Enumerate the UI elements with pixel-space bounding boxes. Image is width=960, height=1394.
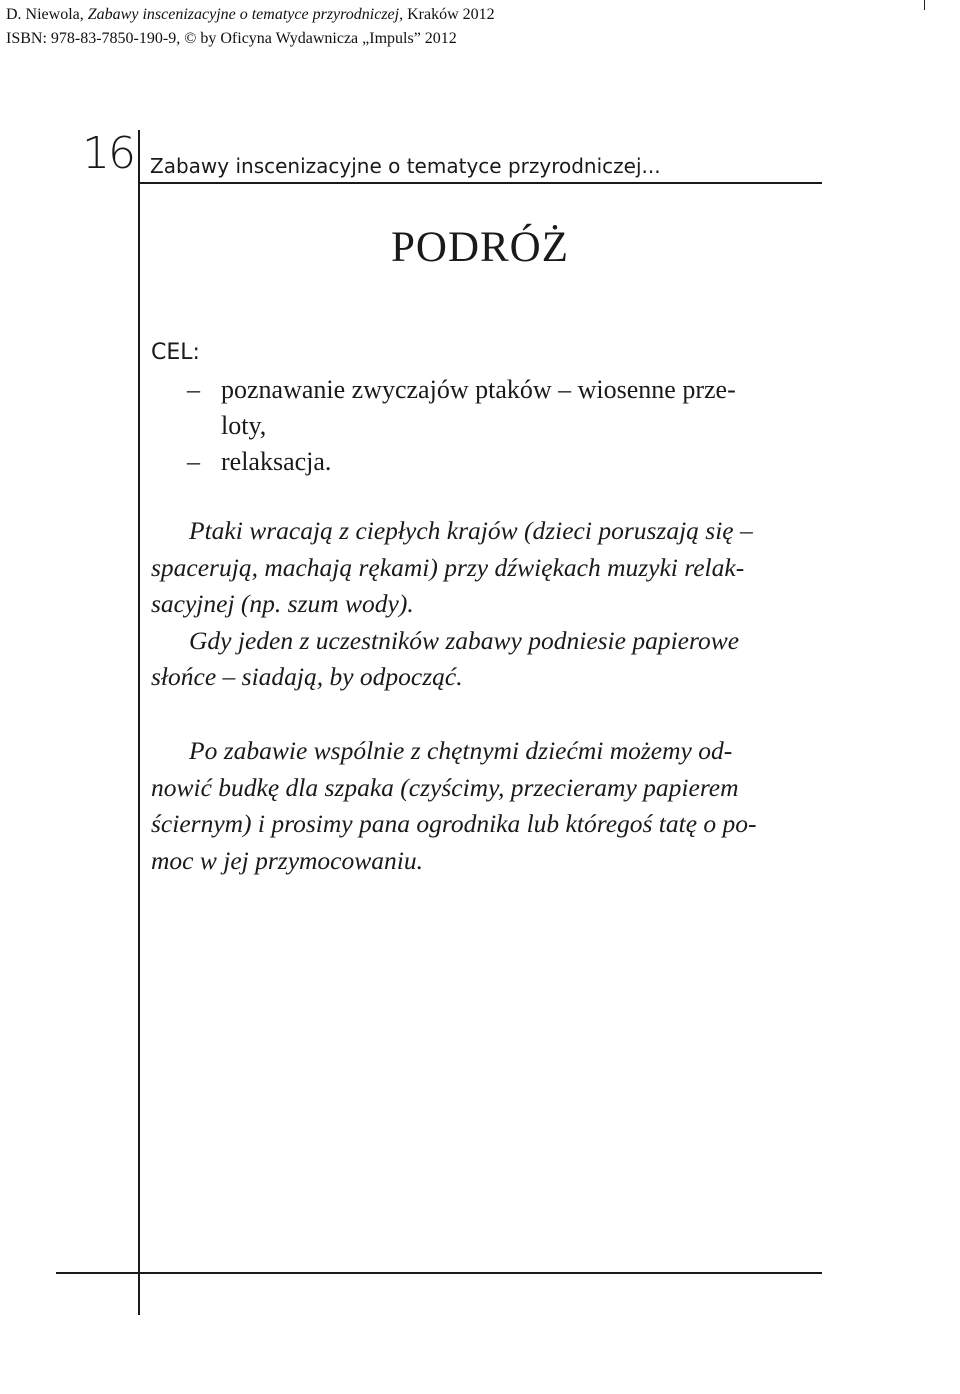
source-citation bbox=[6, 5, 495, 24]
header-rule bbox=[138, 182, 822, 184]
goal-text-line: poznawanie zwyczajów ptaków – wiosenne prze- bbox=[221, 375, 736, 404]
goal-text-line: loty, bbox=[221, 411, 267, 440]
goal-dash: – bbox=[187, 447, 200, 476]
goals-list bbox=[187, 372, 827, 480]
activity-paragraph bbox=[151, 513, 825, 696]
goals-label: CEL: bbox=[151, 340, 200, 365]
source-author: D. Niewola, bbox=[6, 6, 88, 23]
running-header: Zabawy inscenizacyjne o tematyce przyrodniczej... bbox=[150, 154, 661, 178]
source-book-title: Zabawy inscenizacyjne o tematyce przyrodniczej bbox=[87, 6, 400, 23]
followup-paragraph bbox=[151, 733, 825, 879]
goal-item bbox=[187, 372, 827, 444]
goal-item bbox=[187, 444, 827, 480]
source-isbn: ISBN: 978-83-7850-190-9, © by Oficyna Wydawnicza „Impuls” 2012 bbox=[6, 30, 457, 47]
footer-rule bbox=[56, 1272, 822, 1274]
paragraph-line: Po zabawie wspólnie z chętnymi dziećmi możemy od- bbox=[189, 736, 733, 765]
margin-rule-vertical bbox=[138, 130, 140, 1315]
paragraph-line: spacerują, machają rękami) przy dźwiękach muzyki relak- bbox=[151, 552, 745, 582]
page-number: 16 bbox=[82, 128, 134, 179]
paragraph-line: moc w jej przymocowaniu. bbox=[151, 845, 423, 875]
page-title: PODRÓŻ bbox=[390, 224, 570, 271]
source-place-year: , Kraków 2012 bbox=[399, 6, 495, 23]
paragraph-line: Gdy jeden z uczestników zabawy podniesie papierowe bbox=[189, 625, 740, 655]
paragraph-line: ściernym) i prosimy pana ogrodnika lub któregoś tatę o po- bbox=[151, 809, 757, 838]
paragraph-line: nowić budkę dla szpaka (czyścimy, przecieramy papierem bbox=[151, 772, 739, 802]
paragraph-line: Ptaki wracają z ciepłych krajów (dzieci poruszają się – bbox=[189, 516, 753, 545]
paragraph-line: słońce – siadają, by odpocząć. bbox=[151, 662, 463, 691]
crop-mark bbox=[924, 0, 925, 10]
goal-text-line: relaksacja. bbox=[221, 447, 332, 476]
paragraph-line: sacyjnej (np. szum wody). bbox=[151, 589, 414, 618]
goal-dash: – bbox=[187, 375, 200, 404]
